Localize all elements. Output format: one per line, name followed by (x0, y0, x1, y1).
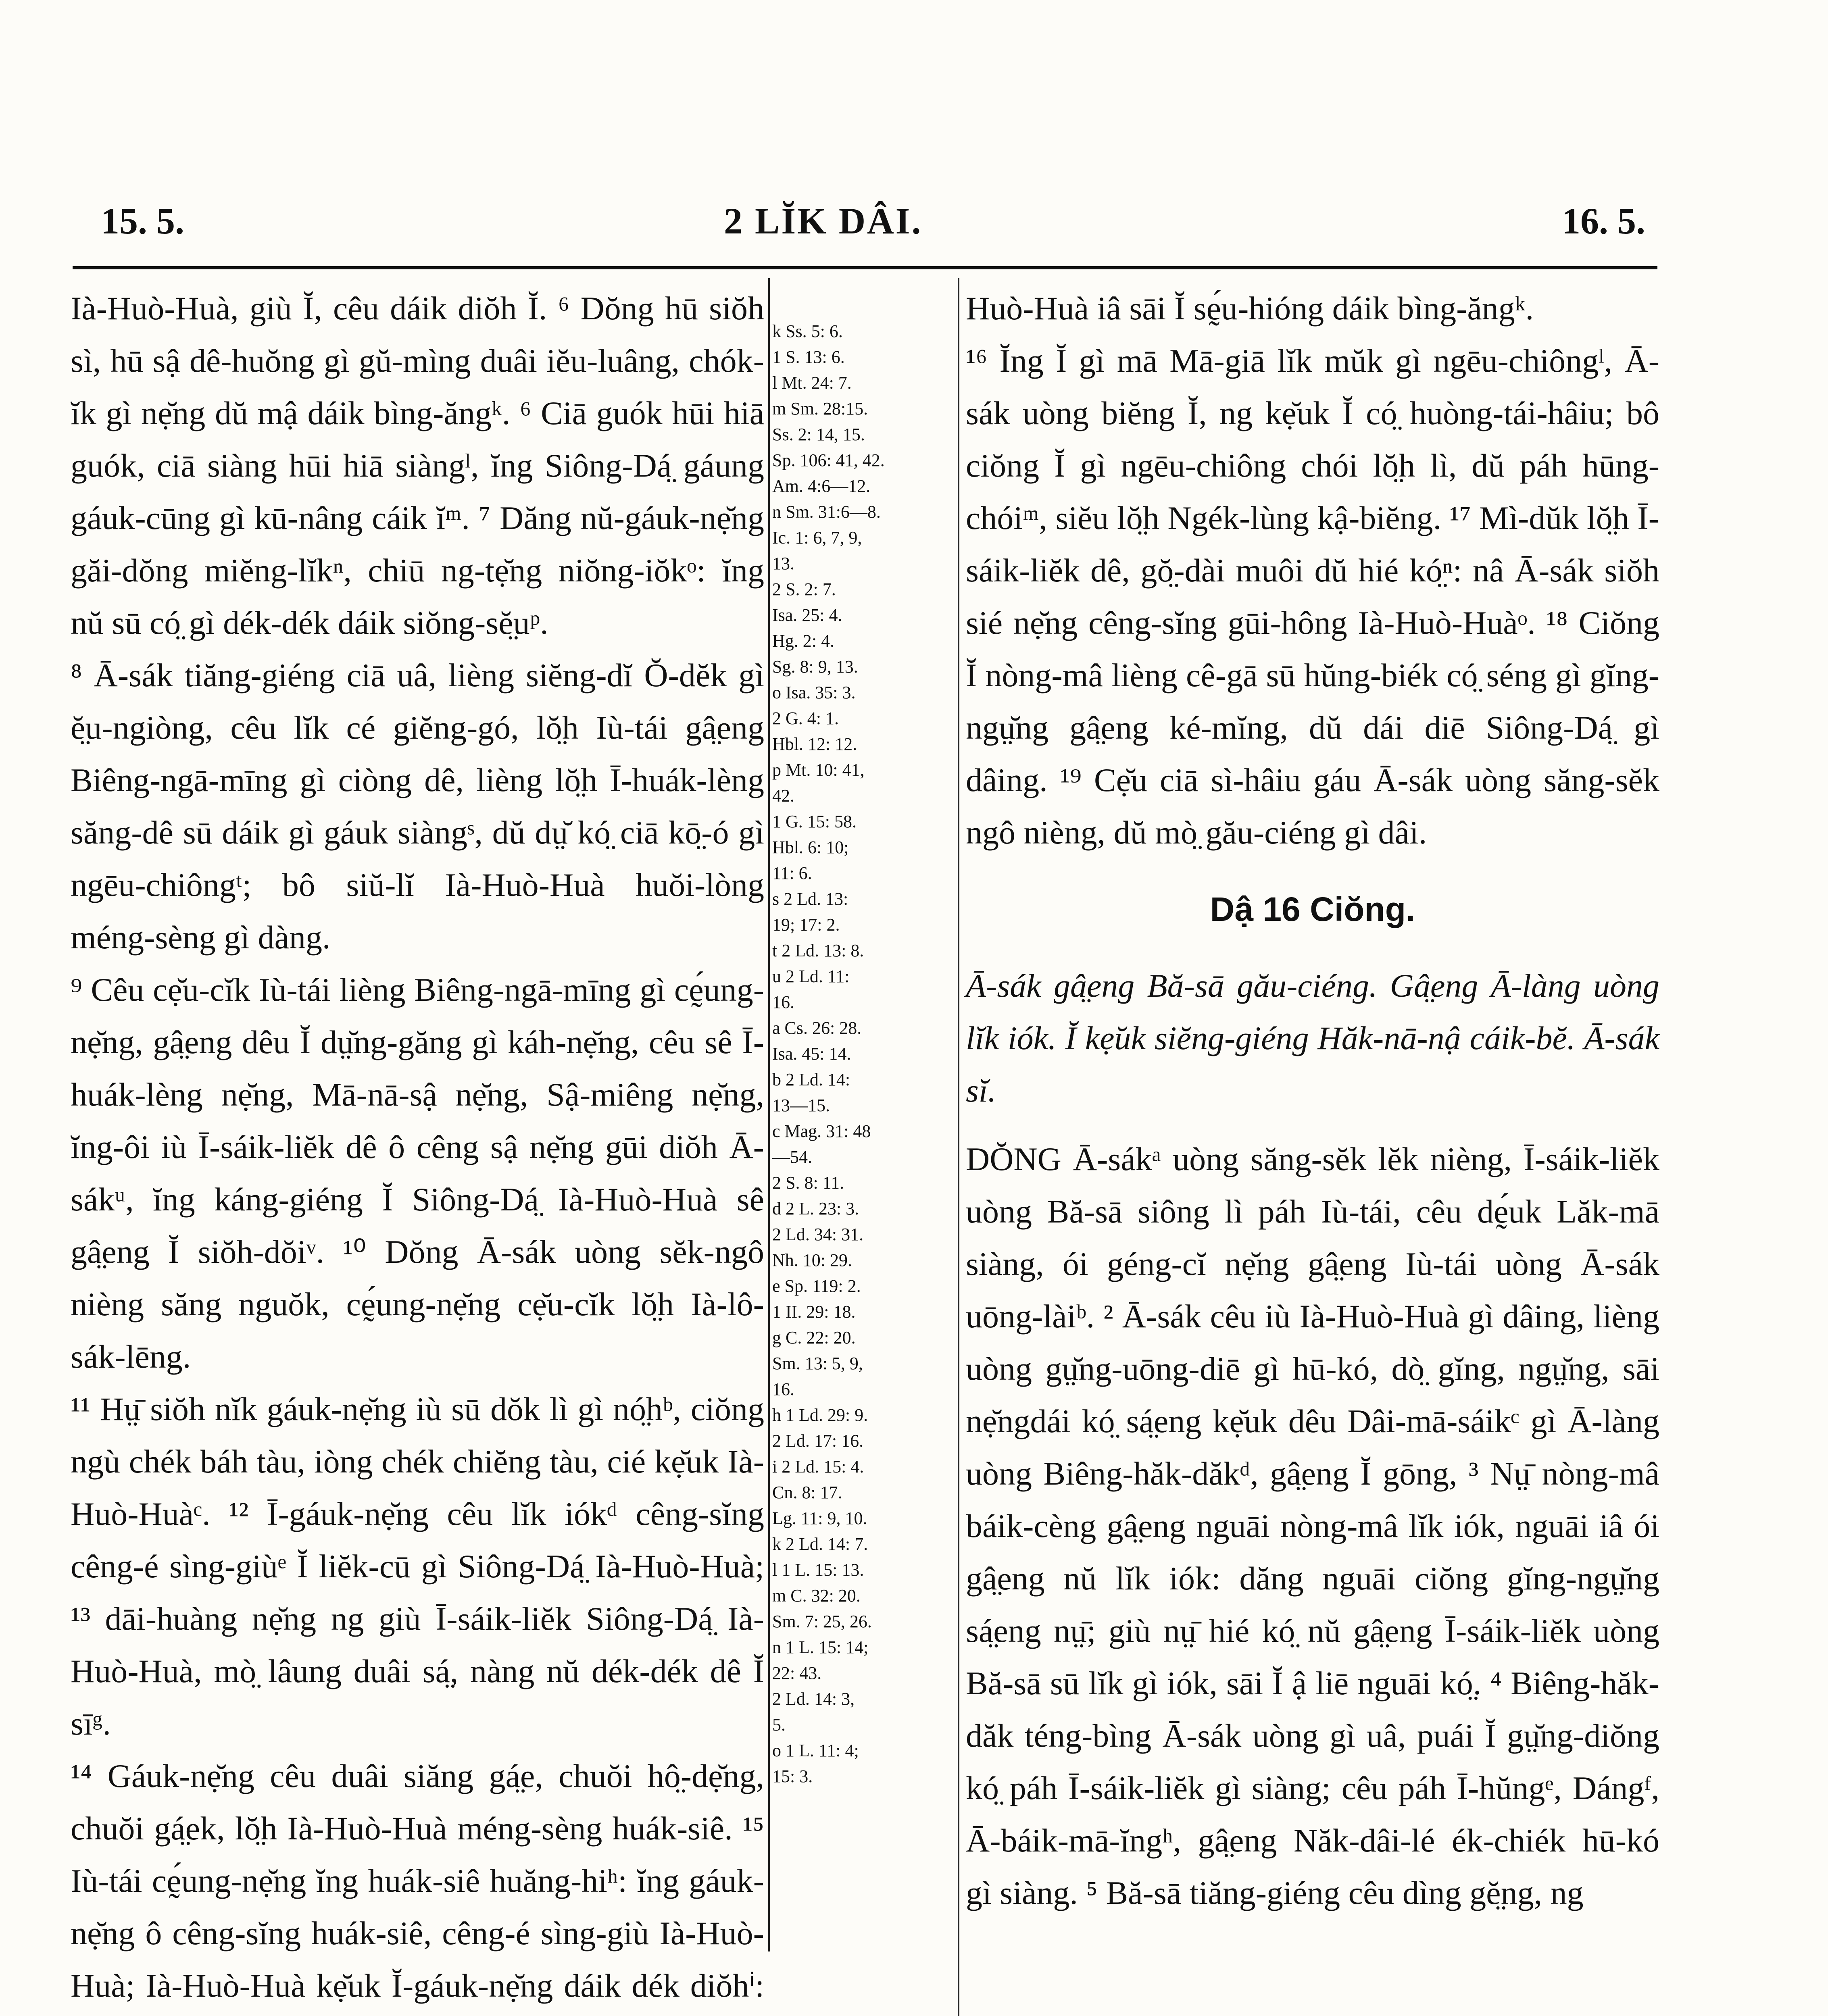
margin-ref: Ic. 1: 6, 7, 9, (772, 528, 862, 548)
paragraph: ¹⁴ Gáuk-nẹ̆ng cêu duâi siăng gá̤e, chuŏi hô̤-dẹ̆ng, chuŏi gá̤ek, lŏ̤h Ià-Huò-Huà méng-sèng huák-siê. ¹⁵ Iù-tái cḛ́ung-nẹ̆ng ĭng huák-siê huăng-hiʰ: ĭng gáuk-nẹ̆ng ô cêng-sĭng huák-siê, cêng-é sìng-giù Ià-Huò-Huà; Ià-Huò-Huà kẹ̆uk Ĭ-gáuk-nẹ̆ng dáik dék diŏhⁱ: (71, 1758, 764, 2004)
margin-ref: Hg. 2: 4. (772, 631, 834, 651)
margin-ref: 1 II. 29: 18. (772, 1302, 856, 1322)
margin-ref: Cn. 8: 17. (772, 1483, 842, 1502)
margin-ref: Sp. 106: 41, 42. (772, 450, 885, 470)
left-column (71, 282, 764, 2016)
book-title: 2 LĬK DÂI. (724, 200, 923, 242)
margin-ref: m Sm. 28:15. (772, 399, 868, 419)
header-right-ref: 16. 5. (1562, 200, 1645, 242)
margin-ref: o 1 L. 11: 4; (772, 1741, 859, 1760)
header-rule (73, 266, 1657, 269)
column-divider-right (958, 278, 959, 2016)
margin-ref: u 2 Ld. 11: (772, 966, 850, 986)
margin-ref: e Sp. 119: 2. (772, 1276, 861, 1296)
header-left-ref: 15. 5. (101, 200, 184, 242)
column-divider-left (768, 278, 770, 1951)
margin-ref: g C. 22: 20. (772, 1328, 856, 1347)
margin-ref: Hbl. 6: 10; (772, 837, 849, 857)
margin-ref: 22: 43. (772, 1663, 822, 1683)
running-header (101, 200, 1645, 264)
margin-ref: 16. (772, 992, 794, 1012)
margin-ref: c Mag. 31: 48 (772, 1121, 871, 1141)
chapter-heading: Dậ 16 Ciŏng. (1210, 890, 1415, 928)
margin-ref: 1 S. 13: 6. (772, 347, 845, 367)
paragraph: Huò-Huà iâ sāi Ĭ sḛ́u-hióng dáik bìng-ăngᵏ. (966, 290, 1534, 327)
margin-ref: Nh. 10: 29. (772, 1250, 852, 1270)
margin-ref: 13. (772, 554, 794, 573)
margin-ref: 1 G. 15: 58. (772, 812, 857, 831)
paragraph: Ià-Huò-Huà, giù Ĭ, cêu dáik diŏh Ĭ. ⁶ Dŏng hū siŏh sì, hū sậ dê-huŏng gì gŭ-mìng duâi iĕu-luâng, chók-ĭk gì nẹ̆ng dŭ mậ dáik bìng-ăngᵏ. ⁶ Ciā guók hūi hiā guók, ciā siàng hūi hiā siàngˡ, ĭng Siông-Dá̤ gáung gáuk-cūng gì kū-nâng cáik ĭᵐ. ⁷ Dăng nŭ-gáuk-nẹ̆ng găi-dŏng miĕng-lĭkⁿ, chiū ng-tẹ̆ng niŏng-iŏkᵒ: ĭng nŭ sū có̤ gì dék-dék dáik siŏng-sĕ̤uᵖ. (71, 290, 764, 641)
margin-ref: d 2 L. 23: 3. (772, 1199, 859, 1218)
margin-ref: 2 G. 4: 1. (772, 708, 839, 728)
margin-ref: 19; 17: 2. (772, 915, 840, 935)
margin-ref: 16. (772, 1379, 794, 1399)
margin-ref: m C. 32: 20. (772, 1586, 861, 1606)
chapter-summary: Ā-sák gâ̤eng Bă-sā gău-ciéng. Gâ̤eng Ā-làng uòng lĭk iók. Ĭ kẹ̆uk siĕng-giéng Hăk-nā-nậ cáik-bĕ. Ā-sák sĭ. (966, 967, 1659, 1109)
margin-ref: —54. (772, 1147, 812, 1167)
margin-ref: p Mt. 10: 41, (772, 760, 865, 780)
margin-ref: t 2 Ld. 13: 8. (772, 941, 864, 960)
margin-ref: k Ss. 5: 6. (772, 321, 843, 341)
margin-ref: Isa. 45: 14. (772, 1044, 851, 1064)
margin-ref: Lg. 11: 9, 10. (772, 1508, 867, 1528)
margin-ref: s 2 Ld. 13: (772, 889, 848, 909)
margin-ref: Am. 4:6—12. (772, 476, 871, 496)
margin-ref: Sm. 13: 5, 9, (772, 1354, 863, 1373)
margin-ref: l 1 L. 15: 13. (772, 1560, 864, 1580)
margin-ref: Isa. 25: 4. (772, 605, 842, 625)
margin-ref: n Sm. 31:6—8. (772, 502, 881, 522)
margin-references (772, 319, 925, 1789)
margin-ref: Sm. 7: 25, 26. (772, 1612, 872, 1631)
paragraph: ⁹ Cêu cẹ̆u-cĭk Iù-tái lièng Biêng-ngā-mīng gì cḛ́ung-nẹ̆ng, gâ̤eng dêu Ĭ dṳ̆ng-găng gì káh-nẹ̆ng, cêu sê Ī-huák-lèng nẹ̆ng, Mā-nā-sậ nẹ̆ng, Sậ-miêng nẹ̆ng, ĭng-ôi iù Ī-sáik-liĕk dê ô cêng sậ nẹ̆ng gūi diŏh Ā-sákᵘ, ĭng káng-giéng Ĭ Siông-Dá̤ Ià-Huò-Huà sê gâ̤eng Ĭ siŏh-dŏiᵛ. ¹⁰ Dŏng Ā-sák uòng sĕk-ngô nièng săng nguŏk, cḛ́ung-nẹ̆ng cẹ̆u-cĭk lŏ̤h Ià-lô-sák-lēng. (71, 971, 764, 1375)
margin-ref: 2 Ld. 14: 3, (772, 1689, 855, 1709)
margin-ref: 11: 6. (772, 863, 812, 883)
paragraph: ⁸ Ā-sák tiăng-giéng ciā uâ, lièng siĕng-dĭ Ŏ-dĕk gì ĕ̤u-ngiòng, cêu lĭk cé giĕng-gó, lŏ̤h Iù-tái gâ̤eng Biêng-ngā-mīng gì ciòng dê, lièng lŏ̤h Ī-huák-lèng săng-dê sū dáik gì gáuk siàngˢ, dŭ dṳ̆ kó̤ ciā kō̤-ó gì ngēu-chiôngᵗ; bô siŭ-lĭ Ià-Huò-Huà huŏi-lòng méng-sèng gì dàng. (71, 657, 764, 956)
margin-ref: h 1 Ld. 29: 9. (772, 1405, 868, 1425)
paragraph: ¹⁶ Ĭng Ĭ gì mā Mā-giā lĭk mŭk gì ngēu-chiôngˡ, Ā-sák uòng biĕng Ĭ, ng kẹ̆uk Ĭ có̤ huòng-tái-hâiu; bô ciŏng Ĭ gì ngēu-chiông chói lŏ̤h lì, dŭ páh hūng-chóiᵐ, siĕu lŏ̤h Ngék-lùng kậ-biĕng. ¹⁷ Mì-dŭk lŏ̤h Ī-sáik-liĕk dê, gŏ̤-dài muôi dŭ hié kó̤ⁿ: nâ Ā-sák siŏh sié nẹ̆ng cêng-sĭng gūi-hông Ià-Huò-Huàᵒ. ¹⁸ Ciŏng Ĭ nòng-mâ lièng cê-gā sū hŭng-biék có̤ séng gì gĭng-ngṳ̆ng gâ̤eng ké-mĭng, dŭ dái diē Siông-Dá̤ gì dâing. ¹⁹ Cẹ̆u ciā sì-hâiu gáu Ā-sák uòng săng-sĕk ngô nièng, dŭ mò̤ gău-ciéng gì dâi. (966, 342, 1659, 851)
margin-ref: 2 Ld. 17: 16. (772, 1431, 864, 1451)
margin-ref: 2 Ld. 34: 31. (772, 1225, 864, 1244)
margin-ref: 2 S. 8: 11. (772, 1173, 844, 1193)
margin-ref: 15: 3. (772, 1766, 813, 1786)
margin-ref: 42. (772, 786, 794, 806)
margin-ref: k 2 Ld. 14: 7. (772, 1534, 868, 1554)
margin-ref: 13—15. (772, 1095, 830, 1115)
margin-ref: i 2 Ld. 15: 4. (772, 1457, 864, 1477)
margin-ref: n 1 L. 15: 14; (772, 1637, 869, 1657)
right-column (966, 282, 1659, 1919)
margin-ref: a Cs. 26: 28. (772, 1018, 862, 1038)
margin-ref: l Mt. 24: 7. (772, 373, 852, 393)
margin-ref: 2 S. 2: 7. (772, 579, 836, 599)
paragraph: DŎNG Ā-sákᵃ uòng săng-sĕk lĕk nièng, Ī-sáik-liĕk uòng Bă-sā siông lì páh Iù-tái, cêu dḛ́uk Lăk-mā siàng, ói géng-cĭ nẹ̆ng gâ̤eng Iù-tái uòng Ā-sák uōng-làiᵇ. ² Ā-sák cêu iù Ià-Huò-Huà gì dâing, lièng uòng gṳ̆ng-uōng-diē gì hū-kó, dò̤ gĭng, ngṳ̆ng, sāi nẹ̆ngdái kó̤ sá̤eng kẹ̆uk dêu Dâi-mā-sáikᶜ gì Ā-làng uòng Biêng-hăk-dăkᵈ, gâ̤eng Ĭ gōng, ³ Nṳ̄ nòng-mâ báik-cèng gâ̤eng nguāi nòng-mâ lĭk iók, nguāi iâ ói gâ̤eng nŭ lĭk iók: dăng nguāi ciŏng gĭng-ngṳ̆ng sá̤eng nṳ̄; giù nṳ̄ hié kó̤ nŭ gâ̤eng Ī-sáik-liĕk uòng Bă-sā sū lĭk gì iók, sāi Ĭ ậ liē nguāi kó̤. ⁴ Biêng-hăk-dăk téng-bìng Ā-sák uòng gì uâ, puái Ĭ gṳ̆ng-diŏng kó̤ páh Ī-sáik-liĕk gì siàng; cêu páh Ī-hŭngᵉ, Dángᶠ, Ā-báik-mā-ĭngʰ, gâ̤eng Năk-dâi-lé ék-chiék hū-kó gì siàng. ⁵ Bă-sā tiăng-giéng cêu dìng gĕ̤ng, ng (966, 1141, 1659, 1911)
margin-ref: 5. (772, 1715, 786, 1735)
margin-ref: o Isa. 35: 3. (772, 683, 856, 702)
paragraph: ¹¹ Hṳ̄ siŏh nĭk gáuk-nẹ̆ng iù sū dŏk lì gì nó̤hᵇ, ciŏng ngù chék báh tàu, iòng chék chiĕng tàu, cié kẹ̆uk Ià-Huò-Huàᶜ. ¹² Ī-gáuk-nẹ̆ng cêu lĭk iókᵈ cêng-sĭng cêng-é sìng-giùᵉ Ĭ liĕk-cū gì Siông-Dá̤ Ià-Huò-Huà; ¹³ dāi-huàng nẹ̆ng ng giù Ī-sáik-liĕk Siông-Dá̤ Ià-Huò-Huà, mò̤ lâung duâi sá̤, nàng nŭ dék-dék dê Ĭ sīᵍ. (71, 1391, 764, 1742)
margin-ref: Hbl. 12: 12. (772, 734, 857, 754)
margin-ref: Ss. 2: 14, 15. (772, 425, 865, 444)
margin-ref: Sg. 8: 9, 13. (772, 657, 858, 677)
margin-ref: b 2 Ld. 14: (772, 1070, 850, 1089)
